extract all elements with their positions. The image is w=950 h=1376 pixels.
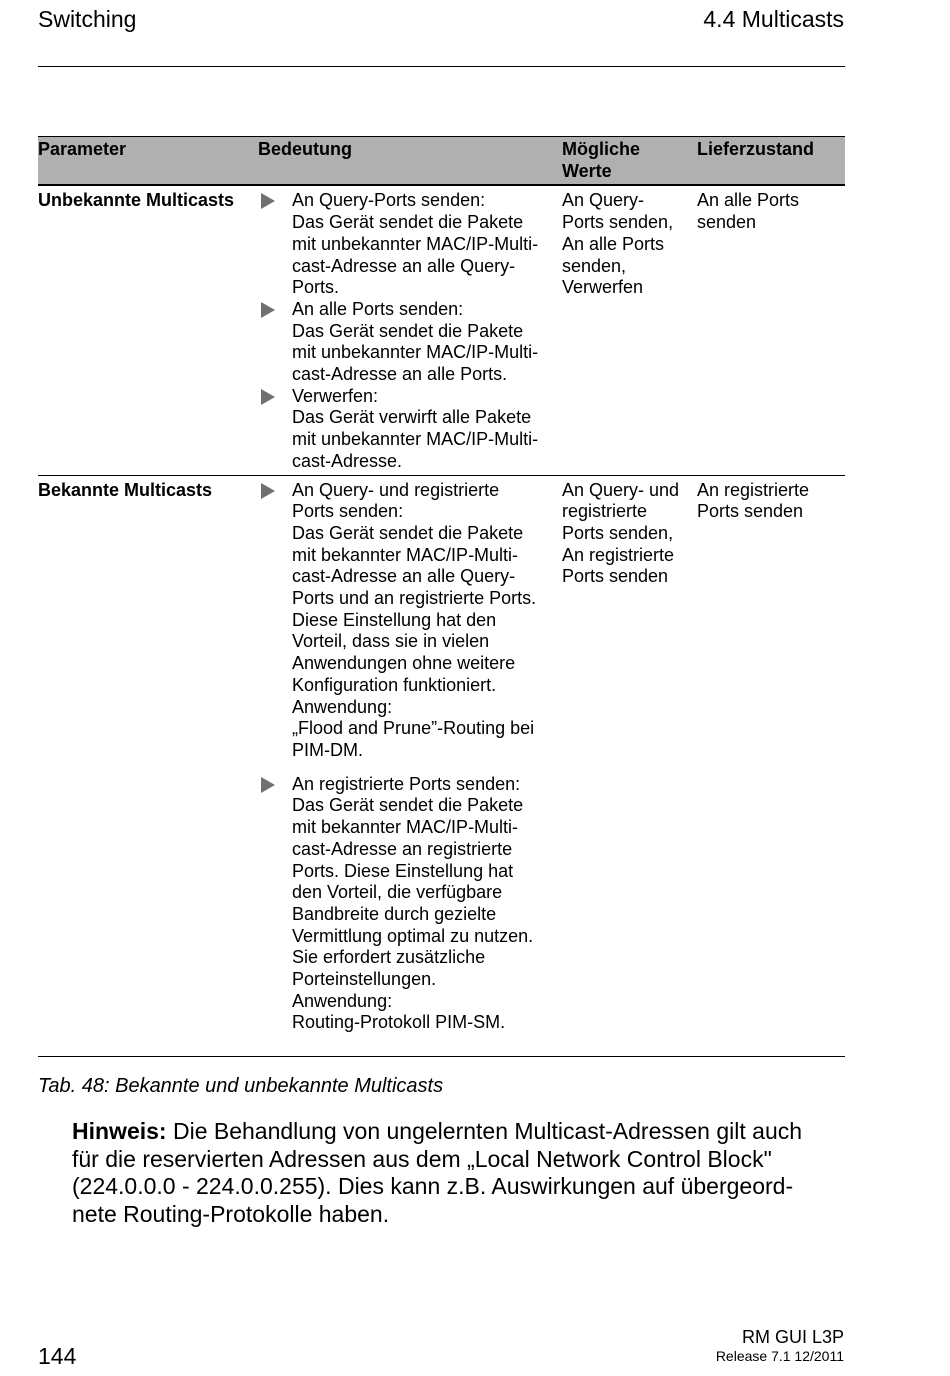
- text-line: An registrierte: [562, 544, 675, 565]
- table-header-row: [38, 136, 845, 186]
- column-header-default: Lieferzustand: [697, 139, 815, 159]
- meaning-cell: [258, 480, 562, 1035]
- text-line: Verwerfen:: [292, 385, 379, 406]
- text-line: An Query- und registrierte: [292, 479, 500, 500]
- text-line: An alle Ports: [562, 233, 665, 254]
- text-line: Ports.: [292, 277, 340, 298]
- text-line: Bandbreite durch gezielte: [292, 903, 497, 924]
- text-line: Ports und an registrierte Ports.: [292, 588, 537, 609]
- list-item: [258, 190, 562, 299]
- text-line: An Query-: [562, 190, 645, 211]
- text-line: Porteinstellungen.: [292, 969, 437, 990]
- text-line: Das Gerät sendet die Pakete: [292, 320, 524, 341]
- column-header-meaning: Bedeutung: [258, 139, 352, 159]
- footer-info: [716, 1327, 844, 1364]
- text-line: Vorteil, dass sie in vielen: [292, 631, 490, 652]
- text-line: An registrierte Ports senden:: [292, 773, 521, 794]
- text-line: Konfiguration funktioniert.: [292, 674, 497, 695]
- triangle-bullet-icon: [258, 190, 292, 299]
- text-line: mit unbekannter MAC/IP-Multi-: [292, 233, 539, 254]
- text-line: mit bekannter MAC/IP-Multi-: [292, 544, 519, 565]
- text-line: cast-Adresse an alle Ports.: [292, 364, 508, 385]
- text-line: mit unbekannter MAC/IP-Multi-: [292, 429, 539, 450]
- text-line: Ports. Diese Einstellung hat: [292, 860, 514, 881]
- text-line: PIM-DM.: [292, 739, 363, 760]
- list-item: [258, 480, 562, 762]
- possible-values-cell: [562, 190, 697, 472]
- text-line: senden: [697, 212, 757, 233]
- parameter-name: Unbekannte Multicasts: [38, 190, 235, 211]
- list-item: [258, 774, 562, 1034]
- text-line: Routing-Protokoll PIM-SM.: [292, 1012, 506, 1033]
- text-line: Vermittlung optimal zu nutzen.: [292, 925, 534, 946]
- list-item: [258, 386, 562, 473]
- page-number: 144: [38, 1343, 77, 1369]
- text-line: Diese Einstellung hat den: [292, 609, 497, 630]
- text-line: Das Gerät sendet die Pakete: [292, 795, 524, 816]
- default-value-cell: [697, 190, 845, 472]
- text-line: An alle Ports senden:: [292, 298, 464, 319]
- column-header-parameter: Parameter: [38, 139, 127, 159]
- text-line: Das Gerät sendet die Pakete: [292, 212, 524, 233]
- parameter-name: Bekannte Multicasts: [38, 479, 213, 500]
- text-line: Anwendungen ohne weitere: [292, 653, 516, 674]
- text-line: An Query- und: [562, 479, 680, 500]
- document-title: RM GUI L3P: [741, 1327, 844, 1347]
- table-bottom-rule: [38, 1056, 845, 1057]
- text-line: Ports senden: [697, 501, 804, 522]
- column-header-values: [562, 139, 697, 182]
- text-line: Ports senden,: [562, 212, 674, 233]
- text-line: Ports senden,: [562, 522, 674, 543]
- triangle-bullet-icon: [258, 299, 292, 386]
- triangle-bullet-icon: [258, 386, 292, 473]
- note-text-line: nete Routing-Protokolle haben.: [72, 1200, 390, 1227]
- text-line: mit bekannter MAC/IP-Multi-: [292, 817, 519, 838]
- text-line: Ports senden:: [292, 501, 404, 522]
- text-line: cast-Adresse.: [292, 450, 403, 471]
- text-line: Sie erfordert zusätzliche: [292, 947, 486, 968]
- default-value-cell: [697, 480, 845, 1035]
- column-header-values-line: Mögliche: [562, 139, 641, 159]
- text-line: Anwendung:: [292, 696, 393, 717]
- text-line: An Query-Ports senden:: [292, 190, 486, 211]
- note-text-line: Die Behandlung von ungelernten Multicast-Adressen gilt auch: [166, 1118, 803, 1144]
- text-line: Anwendung:: [292, 990, 393, 1011]
- table-row: [38, 186, 845, 474]
- list-item: [258, 299, 562, 386]
- text-line: senden,: [562, 255, 627, 276]
- text-line: Das Gerät sendet die Pakete: [292, 522, 524, 543]
- meaning-cell: [258, 190, 562, 472]
- table-caption: Tab. 48: Bekannte und unbekannte Multicasts: [38, 1075, 444, 1097]
- note-label: Hinweis:: [72, 1118, 167, 1144]
- text-line: cast-Adresse an alle Query-: [292, 566, 516, 587]
- text-line: An registrierte: [697, 479, 810, 500]
- text-line: cast-Adresse an registrierte: [292, 838, 513, 859]
- possible-values-cell: [562, 480, 697, 1035]
- running-header-chapter: Switching: [38, 6, 137, 32]
- header-rule: [38, 66, 845, 67]
- text-line: Das Gerät verwirft alle Pakete: [292, 407, 532, 428]
- text-line: Ports senden: [562, 566, 669, 587]
- text-line: Verwerfen: [562, 277, 644, 298]
- text-line: registrierte: [562, 501, 648, 522]
- note-paragraph: [72, 1118, 852, 1228]
- note-text-line: (224.0.0.0 - 224.0.0.255). Dies kann z.B. Auswirkungen auf übergeord-: [72, 1173, 794, 1199]
- column-header-values-line: Werte: [562, 160, 612, 181]
- text-line: „Flood and Prune”-Routing bei: [292, 718, 535, 739]
- note-text-line: für die reservierten Adressen aus dem „Local Network Control Block": [72, 1145, 772, 1172]
- table-row: [38, 475, 845, 1037]
- triangle-bullet-icon: [258, 774, 292, 1034]
- parameter-table: [38, 136, 845, 1057]
- text-line: cast-Adresse an alle Query-: [292, 255, 516, 276]
- triangle-bullet-icon: [258, 480, 292, 762]
- text-line: An alle Ports: [697, 190, 800, 211]
- release-info: Release 7.1 12/2011: [715, 1348, 844, 1364]
- text-line: den Vorteil, die verfügbare: [292, 882, 503, 903]
- text-line: mit unbekannter MAC/IP-Multi-: [292, 342, 539, 363]
- running-header-section: 4.4 Multicasts: [703, 6, 844, 32]
